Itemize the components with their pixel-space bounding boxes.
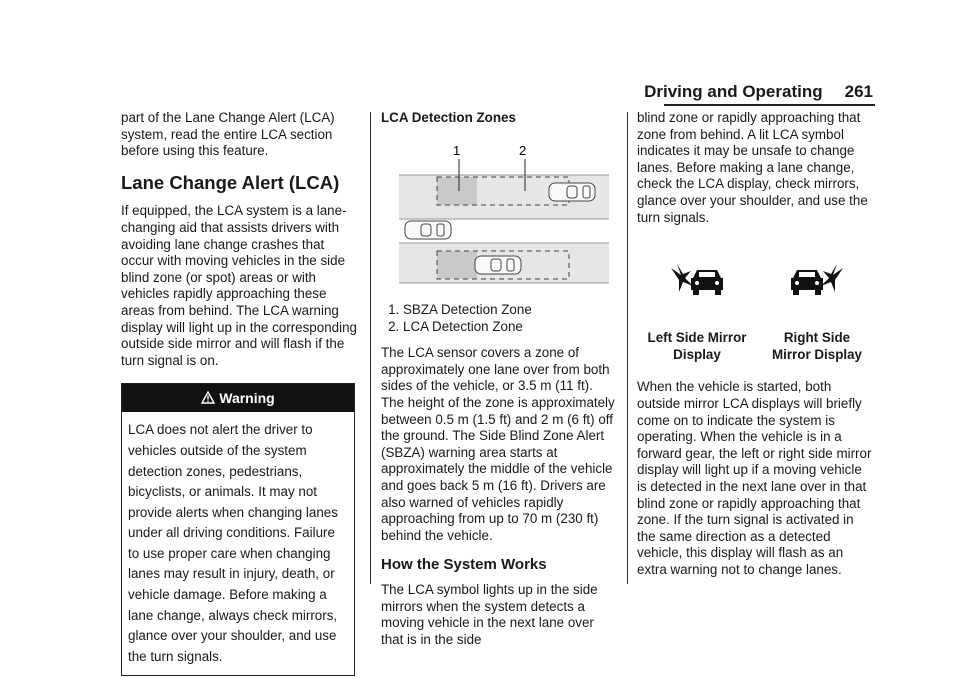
warning-text: LCA does not alert the driver to vehicles outside of the system detection zones, pedestrians, bicyclists, or animals. It may not provide alerts when changing lanes under all driving conditions. Failure to use proper care when changing lanes may result in injury, death, or vehicle damage. Before making a lane change, always check mirrors, glance over your shoulder, and use the turn signals. — [128, 422, 338, 664]
vehicle-lower-lane — [475, 256, 521, 274]
vehicle-host — [405, 221, 451, 239]
lca-right-icon — [787, 260, 847, 300]
lca-detection-zones-diagram — [389, 135, 619, 285]
warning-triangle-icon — [201, 391, 215, 404]
mirror-behavior-paragraph: When the vehicle is started, both outside mirror LCA displays will briefly come on to indicate the system is operating. When the vehicle is in a forward gear, the left or right side mirror display will light up if a moving vehicle is detected in the next lane over in that blind zone or rapidly approaching that zone. If the turn signal is activated in the same direction as a detected vehicle, this display will flash as an extra warning not to change lanes. — [637, 379, 872, 577]
section-heading-lca: Lane Change Alert (LCA) — [121, 171, 340, 193]
lca-sensor-paragraph: The LCA sensor covers a zone of approximately one lane over from both sides of the vehicle, or 3.5 m (11 ft). The height of the zone is approximately between 0.5 m (1.5 ft) and 2 m (6 ft) off the ground. The Side Blind Zone Alert (SBZA) warning area starts at approximately the middle of the vehicle and goes back 5 m (16 ft). Drivers are also warned of vehicles rapidly approaching from up to 70 m (230 ft) behind the vehicle. — [381, 345, 615, 543]
warning-header — [122, 384, 354, 412]
lca-description: If equipped, the LCA system is a lane-changing aid that assists drivers with avoiding lane change crashes that occur with moving vehicles in the side blind zone (or spot) areas or with vehicles rapidly approaching these areas from behind. The LCA warning display will light up in the corresponding outside side mirror and will flash if the turn signal is on. — [121, 203, 357, 368]
right-mirror-label: Right Side Mirror Display — [771, 330, 863, 362]
blind-zone-paragraph: blind zone or rapidly approaching that zone from behind. A lit LCA symbol indicates it may be unsafe to change lanes. Before making a lane change, check the LCA display, check mirrors, glance over your shoulder, and use the turn signals. — [637, 110, 868, 225]
column-divider-2 — [627, 112, 628, 584]
section-heading-how-it-works: How the System Works — [381, 556, 547, 574]
how-it-works-paragraph: The LCA symbol lights up in the side mirrors when the system detects a moving vehicle in the next lane over that is in the side — [381, 581, 598, 647]
callout-1: 1 — [453, 142, 461, 158]
list-item: 2. LCA Detection Zone — [403, 318, 617, 335]
lca-left-icon — [667, 260, 727, 300]
vehicle-upper-lane — [549, 183, 595, 201]
page-number: 261 — [844, 82, 873, 101]
column-3 — [637, 110, 873, 578]
callout-2: 2 — [519, 142, 527, 158]
page-header — [644, 82, 873, 102]
column-divider-1 — [370, 112, 371, 584]
list-item: 1. SBZA Detection Zone — [403, 301, 617, 318]
column-2 — [381, 110, 617, 648]
right-mirror-display — [767, 260, 867, 363]
left-mirror-display — [647, 260, 747, 363]
header-rule — [664, 104, 875, 106]
intro-paragraph: part of the Lane Change Alert (LCA) system, read the entire LCA section before using this feature. — [121, 110, 335, 159]
diagram-legend-list — [381, 301, 617, 335]
section-title: Driving and Operating — [644, 82, 823, 101]
warning-box — [121, 383, 355, 676]
diagram-title: LCA Detection Zones — [381, 110, 516, 125]
left-mirror-label: Left Side Mirror Display — [647, 330, 747, 362]
mirror-display-icons — [647, 260, 867, 363]
warning-title: Warning — [219, 390, 275, 407]
column-1 — [121, 110, 359, 676]
